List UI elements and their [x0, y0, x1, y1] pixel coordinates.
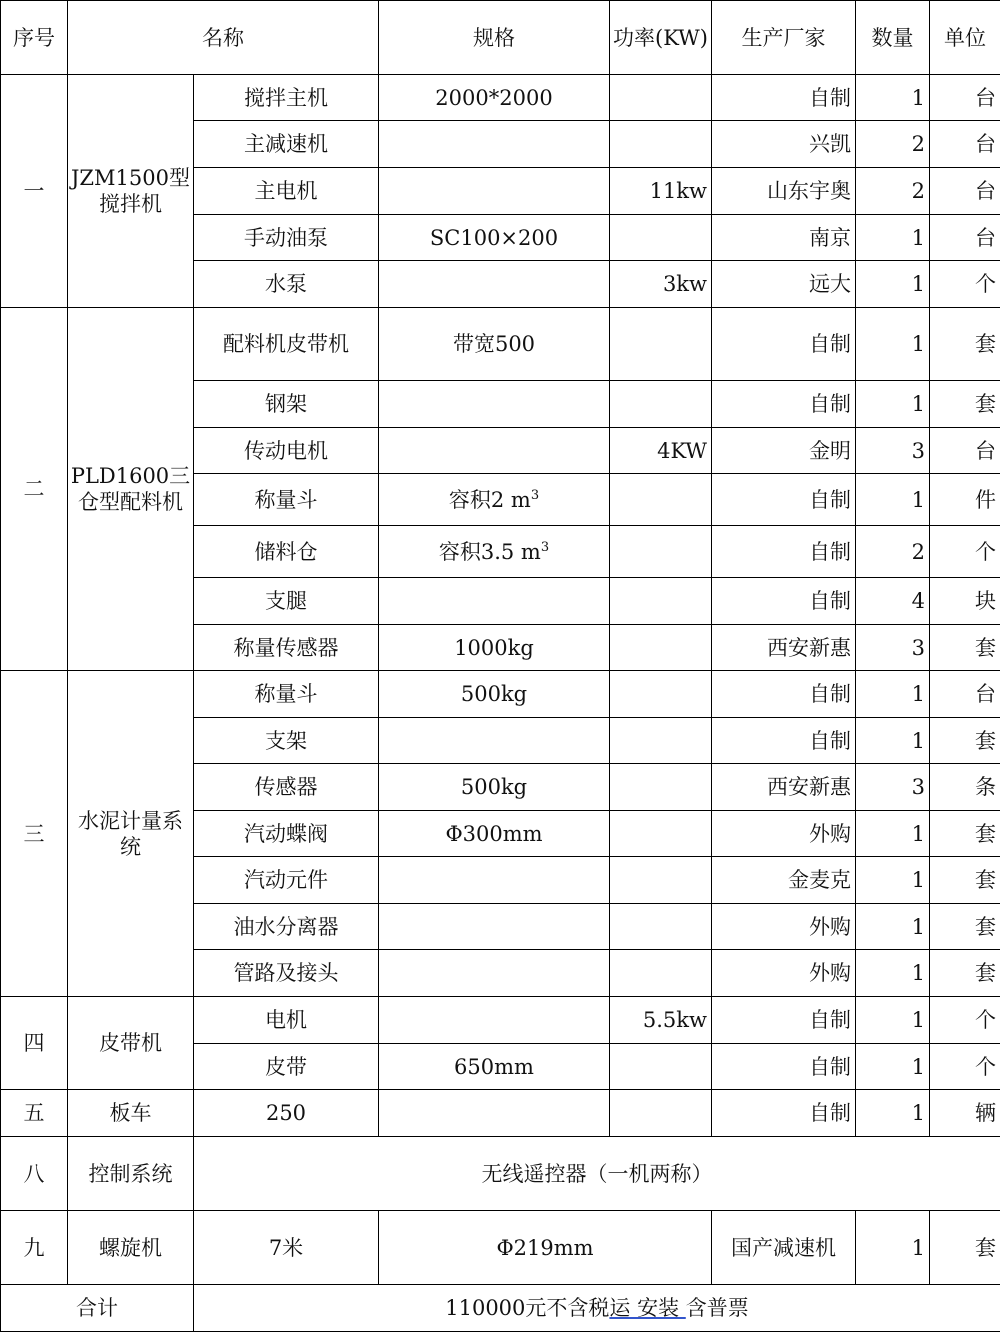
table-row	[1, 1090, 1000, 1137]
item-name: 钢架	[194, 381, 379, 428]
item-power	[610, 904, 712, 950]
item-qty: 1	[856, 811, 930, 857]
item-spec-text: Φ300mm	[445, 822, 542, 846]
item-name: 250	[194, 1090, 379, 1137]
item-spec	[379, 718, 610, 764]
item-maker: 兴凯	[712, 121, 856, 168]
group-seq: 四	[1, 997, 68, 1090]
item-maker: 自制	[712, 75, 856, 121]
item-maker: 国产减速机	[712, 1211, 856, 1285]
item-spec-text: 1000kg	[454, 636, 534, 660]
table-row	[1, 997, 1000, 1044]
item-spec	[379, 1044, 610, 1090]
item-unit: 套	[930, 308, 1000, 381]
item-qty: 1	[856, 1044, 930, 1090]
item-unit: 条	[930, 764, 1000, 811]
item-spec	[379, 811, 610, 857]
group-seq: 五	[1, 1090, 68, 1137]
item-unit: 套	[930, 857, 1000, 904]
item-name: 储料仓	[194, 526, 379, 578]
table-row	[1, 308, 1000, 381]
item-spec-superscript: 3	[531, 488, 539, 503]
item-unit: 个	[930, 1044, 1000, 1090]
item-spec-text: 500kg	[461, 775, 527, 799]
group-name: 皮带机	[68, 997, 194, 1090]
item-power	[610, 625, 712, 671]
item-spec	[379, 261, 610, 308]
item-qty: 3	[856, 428, 930, 474]
item-power	[610, 1090, 712, 1137]
item-maker: 自制	[712, 526, 856, 578]
total-row	[1, 1285, 1000, 1332]
item-maker: 外购	[712, 950, 856, 997]
item-name: 称量传感器	[194, 625, 379, 671]
group-name: 螺旋机	[68, 1211, 194, 1285]
item-qty: 2	[856, 526, 930, 578]
header-unit: 单位	[930, 1, 1000, 75]
item-spec-text: 650mm	[454, 1055, 534, 1079]
item-power: 5.5kw	[610, 997, 712, 1044]
item-power	[610, 578, 712, 625]
item-unit: 个	[930, 526, 1000, 578]
item-power: 4KW	[610, 428, 712, 474]
header-maker: 生产厂家	[712, 1, 856, 75]
item-name: 支架	[194, 718, 379, 764]
item-spec-text: 2000*2000	[435, 86, 552, 110]
item-power	[610, 671, 712, 718]
table-row	[1, 1211, 1000, 1285]
header-row	[1, 1, 1000, 75]
item-spec	[379, 1090, 610, 1137]
item-name: 搅拌主机	[194, 75, 379, 121]
item-qty: 1	[856, 75, 930, 121]
item-maker: 西安新惠	[712, 625, 856, 671]
item-spec	[379, 121, 610, 168]
item-name: 传感器	[194, 764, 379, 811]
item-spec	[379, 625, 610, 671]
header-qty: 数量	[856, 1, 930, 75]
item-unit: 套	[930, 950, 1000, 997]
item-unit: 个	[930, 997, 1000, 1044]
item-unit: 台	[930, 75, 1000, 121]
item-unit: 套	[930, 718, 1000, 764]
item-maker: 南京	[712, 215, 856, 261]
item-spec-text: 500kg	[461, 682, 527, 706]
item-power: 3kw	[610, 261, 712, 308]
item-qty: 1	[856, 1211, 930, 1285]
item-qty: 1	[856, 1090, 930, 1137]
group-seq: 九	[1, 1211, 68, 1285]
total-shipping-install-text: 运 安装	[609, 1296, 685, 1320]
item-qty: 1	[856, 997, 930, 1044]
item-spec	[379, 428, 610, 474]
group-name: PLD1600三仓型配料机	[68, 308, 194, 671]
item-maker: 金麦克	[712, 857, 856, 904]
item-unit: 套	[930, 625, 1000, 671]
item-power	[610, 811, 712, 857]
item-power: 11kw	[610, 168, 712, 215]
table-body	[1, 1, 1000, 1332]
item-qty: 1	[856, 857, 930, 904]
item-qty: 1	[856, 261, 930, 308]
total-label: 合计	[1, 1285, 194, 1332]
item-spec-text: 容积3.5 m	[439, 540, 541, 564]
item-spec: Φ219mm	[379, 1211, 712, 1285]
item-power	[610, 121, 712, 168]
item-power	[610, 1044, 712, 1090]
item-maker: 山东宇奥	[712, 168, 856, 215]
item-spec	[379, 950, 610, 997]
item-name: 称量斗	[194, 474, 379, 526]
item-unit: 套	[930, 381, 1000, 428]
item-power	[610, 75, 712, 121]
item-maker: 金明	[712, 428, 856, 474]
group-name: JZM1500型搅拌机	[68, 75, 194, 308]
group-name: 控制系统	[68, 1137, 194, 1211]
item-qty: 1	[856, 215, 930, 261]
table-row	[1, 75, 1000, 121]
item-spec	[379, 857, 610, 904]
item-spec	[379, 997, 610, 1044]
item-qty: 3	[856, 625, 930, 671]
item-unit: 个	[930, 261, 1000, 308]
item-name: 管路及接头	[194, 950, 379, 997]
item-maker: 自制	[712, 474, 856, 526]
item-maker: 西安新惠	[712, 764, 856, 811]
item-qty: 2	[856, 121, 930, 168]
item-qty: 2	[856, 168, 930, 215]
item-qty: 1	[856, 308, 930, 381]
item-unit: 套	[930, 1211, 1000, 1285]
header-name: 名称	[68, 1, 379, 75]
group-seq: 一	[1, 75, 68, 308]
item-power	[610, 215, 712, 261]
item-unit: 套	[930, 811, 1000, 857]
item-spec-text: 带宽500	[453, 332, 535, 356]
item-maker: 自制	[712, 718, 856, 764]
item-power	[610, 950, 712, 997]
item-unit: 块	[930, 578, 1000, 625]
item-spec	[379, 75, 610, 121]
table-row	[1, 1137, 1000, 1211]
item-spec	[379, 381, 610, 428]
item-name: 水泵	[194, 261, 379, 308]
group-seq: 二	[1, 308, 68, 671]
item-power	[610, 857, 712, 904]
item-maker: 外购	[712, 811, 856, 857]
item-spec	[379, 526, 610, 578]
header-seq: 序号	[1, 1, 68, 75]
item-name: 主减速机	[194, 121, 379, 168]
item-name: 支腿	[194, 578, 379, 625]
item-unit: 台	[930, 168, 1000, 215]
item-spec-text: SC100×200	[430, 226, 558, 250]
item-spec	[379, 308, 610, 381]
item-power	[610, 764, 712, 811]
item-name: 称量斗	[194, 671, 379, 718]
item-name: 主电机	[194, 168, 379, 215]
total-value	[194, 1285, 1000, 1332]
item-power	[610, 526, 712, 578]
item-maker: 自制	[712, 671, 856, 718]
item-unit: 辆	[930, 1090, 1000, 1137]
item-spec	[379, 168, 610, 215]
item-unit: 套	[930, 904, 1000, 950]
item-qty: 4	[856, 578, 930, 625]
item-qty: 1	[856, 718, 930, 764]
item-qty: 1	[856, 474, 930, 526]
item-name: 传动电机	[194, 428, 379, 474]
item-spec	[379, 215, 610, 261]
item-power	[610, 474, 712, 526]
item-spec	[379, 474, 610, 526]
item-name: 7米	[194, 1211, 379, 1285]
item-power	[610, 308, 712, 381]
item-spec	[379, 904, 610, 950]
item-name: 手动油泵	[194, 215, 379, 261]
item-name: 电机	[194, 997, 379, 1044]
item-unit: 件	[930, 474, 1000, 526]
table-row	[1, 671, 1000, 718]
item-qty: 1	[856, 904, 930, 950]
item-unit: 台	[930, 121, 1000, 168]
group-name: 板车	[68, 1090, 194, 1137]
item-power	[610, 718, 712, 764]
item-qty: 1	[856, 381, 930, 428]
item-maker: 自制	[712, 997, 856, 1044]
item-name: 皮带	[194, 1044, 379, 1090]
item-qty: 1	[856, 950, 930, 997]
header-spec: 规格	[379, 1, 610, 75]
total-price-text: 110000元不含税	[445, 1296, 609, 1320]
group-seq: 八	[1, 1137, 68, 1211]
header-power: 功率(KW)	[610, 1, 712, 75]
item-name: 汽动蝶阀	[194, 811, 379, 857]
item-name: 油水分离器	[194, 904, 379, 950]
item-maker: 自制	[712, 1044, 856, 1090]
item-spec-text: 容积2 m	[449, 488, 531, 512]
item-unit: 台	[930, 215, 1000, 261]
item-unit: 台	[930, 428, 1000, 474]
item-maker: 自制	[712, 1090, 856, 1137]
item-name: 汽动元件	[194, 857, 379, 904]
item-spec	[379, 578, 610, 625]
item-qty: 3	[856, 764, 930, 811]
item-maker: 自制	[712, 308, 856, 381]
item-unit: 台	[930, 671, 1000, 718]
item-qty: 1	[856, 671, 930, 718]
item-power	[610, 381, 712, 428]
item-maker: 外购	[712, 904, 856, 950]
group-seq: 三	[1, 671, 68, 997]
item-spec	[379, 671, 610, 718]
item-maker: 自制	[712, 381, 856, 428]
item-maker: 远大	[712, 261, 856, 308]
item-name: 配料机皮带机	[194, 308, 379, 381]
group-name: 水泥计量系统	[68, 671, 194, 997]
control-system-description: 无线遥控器（一机两称）	[194, 1137, 1000, 1211]
total-invoice-text: 含普票	[686, 1296, 749, 1320]
item-spec-superscript: 3	[541, 540, 549, 555]
item-spec	[379, 764, 610, 811]
item-maker: 自制	[712, 578, 856, 625]
